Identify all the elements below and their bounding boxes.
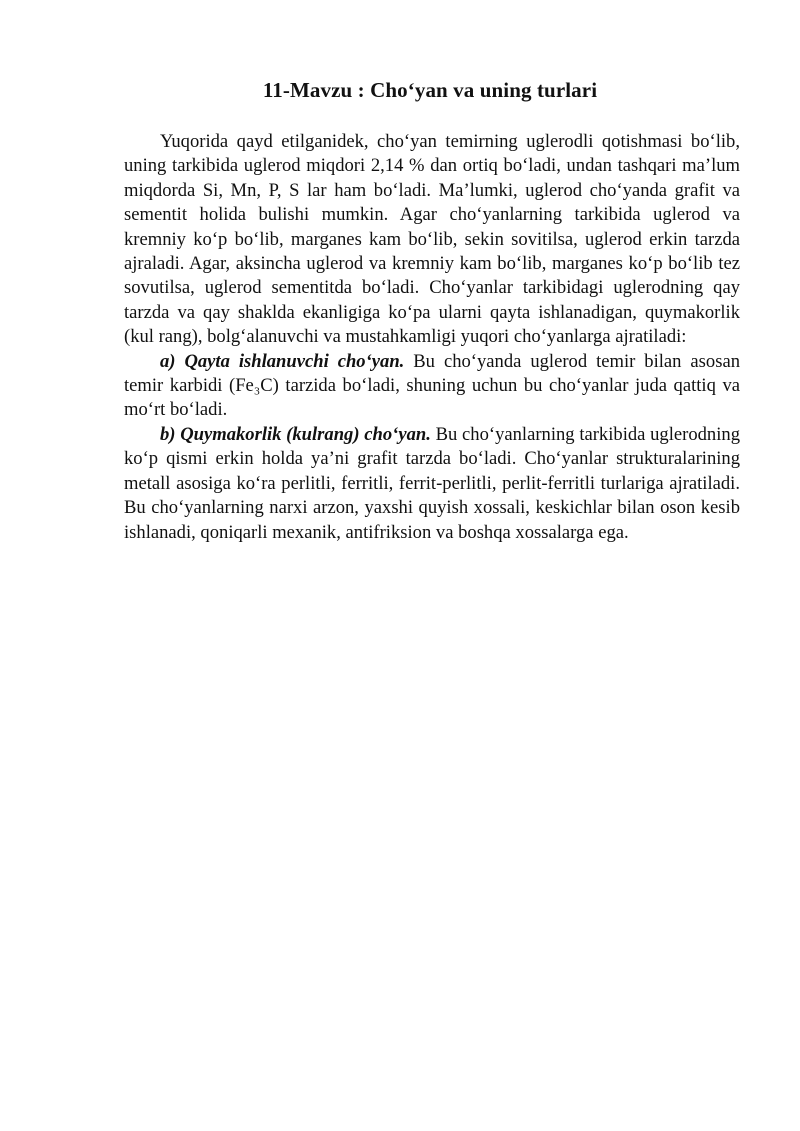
body-text — [124, 130, 740, 545]
paragraph-b — [124, 423, 740, 545]
paragraph-text: Bu cho‘yanda uglerod temir bilan asosan temir karbidi (Fe₃C) tarzida bo‘ladi, shuning uchun bu cho‘yanlar juda qattiq va mo‘rt bo‘ladi. — [124, 350, 740, 421]
paragraph-text: Bu cho‘yanlarning tarkibida uglerodning ko‘p qismi erkin holda ya’ni grafit tarzda bo‘ladi. Cho‘yanlar strukturalarining metall asosiga ko‘ra perlitli, ferritli, ferrit-perlitli, perlit-ferritli turlariga ajratiladi. Bu cho‘yanlarning narxi arzon, yaxshi quyish xossali, keskichlar bilan oson kesib ishlanadi, qoniqarli mexanik, antifriksion va boshqa xossalarga ega. — [124, 423, 740, 543]
paragraph-intro — [124, 130, 740, 350]
paragraph-text: Yuqorida qayd etilganidek, cho‘yan temirning uglerodli qotishmasi bo‘lib, uning tarkibida uglerod miqdori 2,14 % dan ortiq bo‘ladi, undan tashqari ma’lum miqdorda Si, Mn, P, S lar ham bo‘ladi. Ma’lumki, uglerod cho‘yanda grafit va sementit holida bulishi mumkin. Agar cho‘yanlarning tarkibida uglerod va kremniy ko‘p bo‘lib, marganes kam bo‘lib, sekin sovitilsa, uglerod erkin tarzda ajraladi. Agar, aksincha uglerod va kremniy kam bo‘lib, marganes ko‘p bo‘lib tez sovutilsa, uglerod sementitda bo‘ladi. Cho‘yanlar tarkibidagi uglerodning qay tarzda va qay shaklda ekanligiga ko‘pa ularni qayta ishlanadigan, quymakorlik (kul rang), bolg‘alanuvchi va mustahkamligi yuqori cho‘yanlarga ajratiladi: — [124, 131, 740, 348]
paragraph-lead: b) Quymakorlik (kulrang) cho‘yan. — [160, 423, 431, 445]
page-title: 11-Mavzu : Cho‘yan va uning turlari — [262, 78, 598, 102]
paragraph-lead: a) Qayta ishlanuvchi cho‘yan. — [160, 350, 405, 372]
paragraph-a — [124, 350, 740, 423]
